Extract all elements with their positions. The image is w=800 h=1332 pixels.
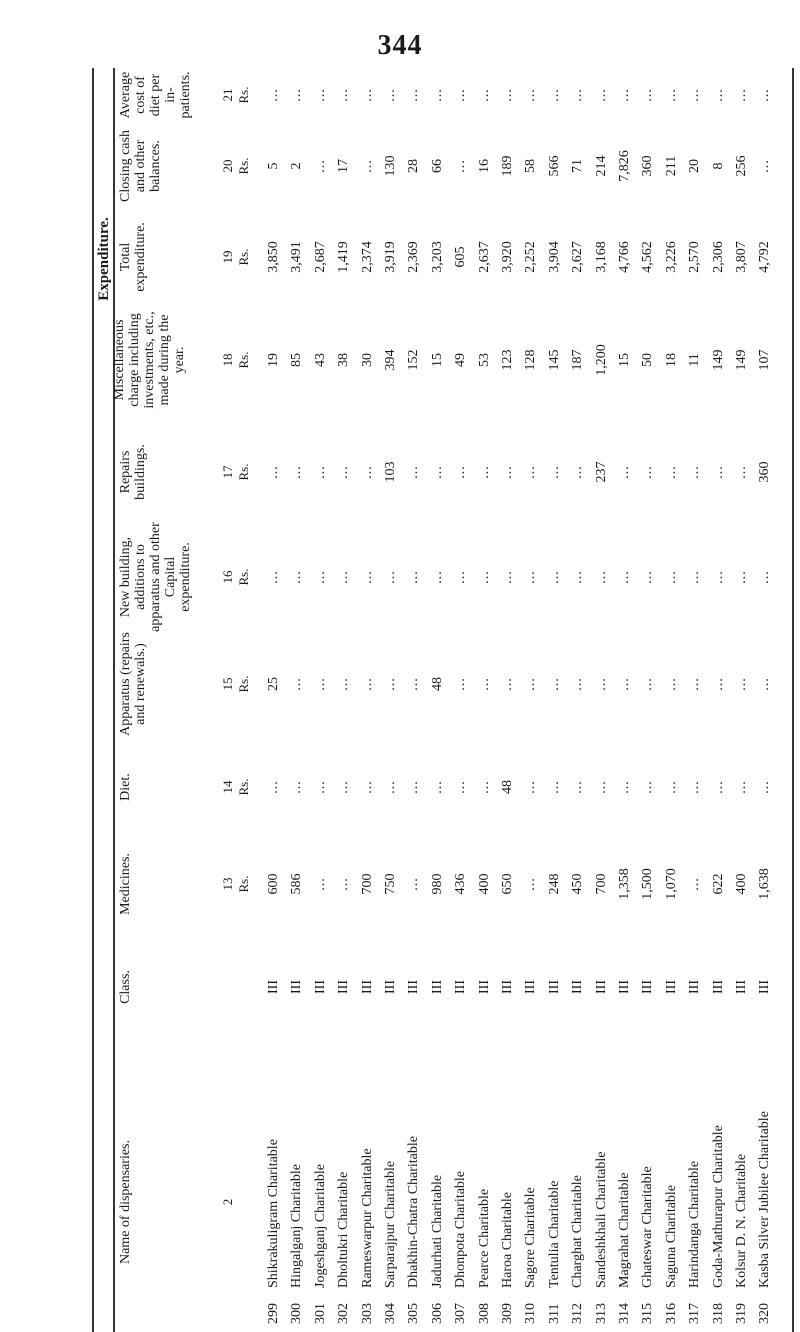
diet-cell: 48 [500,780,515,794]
row-number: 299 [266,1303,281,1324]
row-number: 312 [570,1303,586,1324]
app-cell: 25 [266,677,281,691]
dispensary-name: Goda-Mathurapur Charitable [710,1125,726,1288]
diet-cell: ... [523,780,539,794]
cls-cell: III [663,980,679,994]
newb-cell: ... [593,570,609,584]
avg-cell: ... [453,88,469,102]
med-cell: 980 [429,873,445,895]
avg-cell: ... [359,88,375,102]
avg-cell: ... [406,88,422,102]
total-cell: 2,627 [570,241,586,273]
avg-cell: ... [523,88,539,102]
med-cell: 700 [359,873,375,895]
column-unit: Rs. [236,463,251,481]
cls-cell: III [453,980,469,994]
cls-cell: III [757,980,773,994]
diet-cell: ... [406,780,422,794]
row-number: 308 [476,1303,492,1324]
diet-cell: ... [336,780,352,794]
rep-cell: 360 [757,461,773,483]
med-cell: ... [523,877,539,891]
dispensary-name: Pearce Charitable [476,1188,492,1288]
app-cell: ... [312,677,328,691]
dispensary-name: Rameswarpur Charitable [359,1148,375,1288]
total-cell: 3,491 [289,241,305,273]
rep-cell: ... [500,465,515,479]
closing-cell: ... [757,159,773,173]
avg-cell: ... [500,88,515,102]
dispensary-name: Saguna Charitable [663,1184,679,1288]
app-cell: ... [710,677,726,691]
total-cell: 3,807 [734,241,749,273]
misc-cell: 128 [523,349,539,371]
newb-cell: ... [617,570,632,584]
med-cell: ... [406,877,422,891]
left-border-rule [92,68,94,1332]
dispensary-name: Jogeshganj Charitable [312,1163,328,1288]
med-cell: 600 [266,873,281,895]
newb-cell: ... [406,570,422,584]
misc-cell: 187 [570,349,586,371]
rep-cell: ... [570,465,586,479]
diet-cell: ... [570,780,586,794]
avg-cell: ... [312,88,328,102]
rep-cell: ... [359,465,375,479]
rep-cell: ... [312,465,328,479]
column-header: Diet. [118,773,133,801]
misc-cell: 1,200 [593,344,609,376]
misc-cell: 107 [757,349,773,371]
closing-cell: 66 [429,159,445,173]
med-cell: 1,638 [757,868,773,900]
total-cell: 4,766 [617,241,632,273]
med-cell: 436 [453,873,469,895]
cls-cell: III [570,980,586,994]
newb-cell: ... [710,570,726,584]
row-number: 310 [523,1303,539,1324]
dispensary-name: Shikrakuligram Charitable [266,1139,281,1288]
dispensary-name: Sagore Charitable [523,1187,539,1288]
column-number: 17 [220,465,235,479]
newb-cell: ... [359,570,375,584]
row-number: 304 [383,1303,398,1324]
app-cell: ... [593,677,609,691]
dispensary-name: Ghateswar Charitable [640,1166,656,1288]
avg-cell: ... [687,88,703,102]
dispensary-name: Dhakhin-Chatra Charitable [406,1135,422,1288]
closing-cell: 130 [383,155,398,177]
row-number: 315 [640,1303,656,1324]
row-number: 300 [289,1303,305,1324]
app-cell: ... [453,677,469,691]
expenditure-table [96,68,792,1332]
diet-cell: ... [383,780,398,794]
section-heading: Expenditure. [96,217,112,301]
closing-cell: 566 [546,155,562,177]
row-number: 314 [617,1303,632,1324]
rep-cell: ... [523,465,539,479]
closing-cell: 71 [570,159,586,173]
row-number: 309 [500,1303,515,1324]
rep-cell: ... [687,465,703,479]
dispensary-name: Dhonpota Charitable [453,1170,469,1288]
app-cell: ... [734,677,749,691]
newb-cell: ... [663,570,679,584]
closing-cell: 211 [663,155,679,177]
diet-cell: ... [593,780,609,794]
column-unit: Rs. [236,248,251,266]
rep-cell: ... [476,465,492,479]
closing-cell: 58 [523,159,539,173]
row-number: 301 [312,1303,328,1324]
row-number: 311 [546,1303,562,1324]
total-cell: 3,904 [546,241,562,273]
cls-cell: III [429,980,445,994]
diet-cell: ... [734,780,749,794]
total-cell: 2,637 [476,241,492,273]
dispensary-name: Kasba Silver Jubilee Charitable [757,1111,773,1288]
row-number: 318 [710,1303,726,1324]
avg-cell: ... [336,88,352,102]
total-cell: 4,792 [757,241,773,273]
diet-cell: ... [640,780,656,794]
app-cell: ... [500,677,515,691]
column-number: 2 [220,1198,235,1206]
cls-cell: III [523,980,539,994]
diet-cell: ... [453,780,469,794]
dispensary-name: Harindanga Charitable [687,1160,703,1288]
total-cell: 3,168 [593,241,609,273]
column-unit: Rs. [236,778,251,796]
dispensary-name: Kolsur D. N. Charitable [734,1153,749,1288]
diet-cell: ... [429,780,445,794]
diet-cell: ... [266,780,281,794]
row-number: 319 [734,1303,749,1324]
closing-cell: 214 [593,155,609,177]
med-cell: ... [336,877,352,891]
avg-cell: ... [617,88,632,102]
closing-cell: 5 [266,162,281,170]
med-cell: 1,500 [640,868,656,900]
newb-cell: ... [476,570,492,584]
closing-cell: 8 [710,162,726,170]
app-cell: ... [289,677,305,691]
newb-cell: ... [336,570,352,584]
diet-cell: ... [476,780,492,794]
avg-cell: ... [289,88,305,102]
newb-cell: ... [289,570,305,584]
diet-cell: ... [359,780,375,794]
column-unit: Rs. [236,86,251,104]
misc-cell: 394 [383,349,398,371]
avg-cell: ... [546,88,562,102]
rep-cell: ... [546,465,562,479]
misc-cell: 11 [687,353,703,367]
column-header: Total expenditure. [118,222,148,292]
misc-cell: 49 [453,353,469,367]
rep-cell: ... [617,465,632,479]
newb-cell: ... [757,570,773,584]
cls-cell: III [687,980,703,994]
closing-cell: 2 [289,162,305,170]
app-cell: ... [546,677,562,691]
misc-cell: 85 [289,353,305,367]
column-unit: Rs. [236,157,251,175]
closing-cell: 7,826 [617,150,632,182]
row-number: 313 [593,1303,609,1324]
dispensary-name: Haroa Charitable [500,1191,515,1288]
med-cell: 586 [289,873,305,895]
row-number: 307 [453,1303,469,1324]
med-cell: 248 [546,873,562,895]
total-cell: 2,306 [710,241,726,273]
column-number: 14 [220,780,235,794]
column-unit: Rs. [236,568,251,586]
rep-cell: ... [710,465,726,479]
app-cell: ... [406,677,422,691]
row-number: 317 [687,1303,703,1324]
column-header: Medicines. [118,853,133,915]
cls-cell: III [359,980,375,994]
cls-cell: III [640,980,656,994]
total-cell: 2,570 [687,241,703,273]
app-cell: ... [757,677,773,691]
rep-cell: ... [663,465,679,479]
cls-cell: III [406,980,422,994]
total-cell: 1,419 [336,241,352,273]
total-cell: 2,252 [523,241,539,273]
misc-cell: 53 [476,353,492,367]
app-cell: ... [663,677,679,691]
misc-cell: 149 [710,349,726,371]
closing-cell: 16 [476,159,492,173]
diet-cell: ... [617,780,632,794]
rep-cell: ... [640,465,656,479]
newb-cell: ... [546,570,562,584]
med-cell: 1,070 [663,868,679,900]
newb-cell: ... [383,570,398,584]
cls-cell: III [289,980,305,994]
rep-cell: ... [336,465,352,479]
column-unit: Rs. [236,875,251,893]
misc-cell: 18 [663,353,679,367]
cls-cell: III [617,980,632,994]
newb-cell: ... [640,570,656,584]
dispensary-name: Sandeshkhali Charitable [593,1151,609,1288]
diet-cell: ... [710,780,726,794]
diet-cell: ... [663,780,679,794]
avg-cell: ... [570,88,586,102]
app-cell: ... [570,677,586,691]
closing-cell: 256 [734,155,749,177]
dispensary-name: Charghat Charitable [570,1175,586,1288]
dispensary-name: Tentulia Charitable [546,1180,562,1288]
misc-cell: 43 [312,353,328,367]
closing-cell: 20 [687,159,703,173]
med-cell: ... [687,877,703,891]
rep-cell: 103 [383,461,398,483]
app-cell: ... [359,677,375,691]
newb-cell: ... [687,570,703,584]
med-cell: 750 [383,873,398,895]
cls-cell: III [546,980,562,994]
column-number: 16 [220,570,235,584]
column-header: Miscellaneous charge including investments, etc., made during the year. [112,311,187,409]
cls-cell: III [336,980,352,994]
newb-cell: ... [523,570,539,584]
med-cell: 650 [500,873,515,895]
misc-cell: 149 [734,349,749,371]
rep-cell: ... [289,465,305,479]
row-number: 306 [429,1303,445,1324]
cls-cell: III [734,980,749,994]
diet-cell: ... [312,780,328,794]
diet-cell: ... [289,780,305,794]
misc-cell: 123 [500,349,515,371]
med-cell: 1,358 [617,868,632,900]
cls-cell: III [383,980,398,994]
column-number: 15 [220,677,235,691]
misc-cell: 145 [546,349,562,371]
avg-cell: ... [476,88,492,102]
app-cell: 48 [429,677,445,691]
dispensary-name: Dholtukri Charitable [336,1171,352,1288]
med-cell: 622 [710,873,726,895]
newb-cell: ... [429,570,445,584]
dispensary-name: Jadurhati Charitable [429,1174,445,1288]
app-cell: ... [336,677,352,691]
page-number: 344 [377,30,423,61]
cls-cell: III [710,980,726,994]
app-cell: ... [523,677,539,691]
column-header: Name of dispensaries. [118,1139,133,1265]
row-number: 320 [757,1303,773,1324]
misc-cell: 19 [266,353,281,367]
cls-cell: III [266,980,281,994]
diet-cell: ... [757,780,773,794]
rep-cell: ... [734,465,749,479]
app-cell: ... [617,677,632,691]
avg-cell: ... [640,88,656,102]
avg-cell: ... [710,88,726,102]
med-cell: ... [312,877,328,891]
closing-cell: ... [453,159,469,173]
med-cell: 450 [570,873,586,895]
newb-cell: ... [570,570,586,584]
cls-cell: III [500,980,515,994]
app-cell: ... [476,677,492,691]
dispensary-name: Sarparajpur Charitable [383,1160,398,1288]
newb-cell: ... [312,570,328,584]
column-header: Class. [118,970,133,1004]
rep-cell: ... [266,465,281,479]
row-number: 303 [359,1303,375,1324]
column-number: 19 [220,250,235,264]
avg-cell: ... [383,88,398,102]
total-cell: 3,920 [500,241,515,273]
rep-cell: ... [406,465,422,479]
total-cell: 605 [453,246,469,268]
avg-cell: ... [663,88,679,102]
closing-cell: 189 [500,155,515,177]
column-header: Repairs buildings. [118,444,148,500]
closing-cell: ... [312,159,328,173]
rep-cell: ... [429,465,445,479]
row-number: 305 [406,1303,422,1324]
app-cell: ... [687,677,703,691]
total-cell: 2,687 [312,241,328,273]
total-cell: 3,850 [266,241,281,273]
dispensary-name: Hingalganj Charitable [289,1163,305,1288]
column-number: 20 [220,159,235,173]
column-unit: Rs. [236,351,251,369]
total-cell: 3,226 [663,241,679,273]
closing-cell: 17 [336,159,352,173]
column-header: Average cost of diet per in-patients. [118,71,193,119]
column-number: 13 [220,877,235,891]
total-cell: 2,374 [359,241,375,273]
rep-cell: 237 [593,461,609,483]
newb-cell: ... [500,570,515,584]
app-cell: ... [383,677,398,691]
column-number: 18 [220,353,235,367]
diet-cell: ... [687,780,703,794]
misc-cell: 15 [617,353,632,367]
cls-cell: III [476,980,492,994]
cls-cell: III [593,980,609,994]
app-cell: ... [640,677,656,691]
column-number: 21 [220,88,235,102]
misc-cell: 15 [429,353,445,367]
right-border-rule [792,68,794,1332]
avg-cell: ... [734,88,749,102]
closing-cell: 28 [406,159,422,173]
row-number: 316 [663,1303,679,1324]
avg-cell: ... [266,88,281,102]
column-header: New building, additions to apparatus and other Capital expenditure. [118,522,193,632]
misc-cell: 38 [336,353,352,367]
avg-cell: ... [429,88,445,102]
misc-cell: 152 [406,349,422,371]
total-cell: 2,369 [406,241,422,273]
newb-cell: ... [453,570,469,584]
column-header: Apparatus (repairs and renewals.) [118,632,148,736]
diet-cell: ... [546,780,562,794]
newb-cell: ... [734,570,749,584]
rep-cell: ... [453,465,469,479]
misc-cell: 30 [359,353,375,367]
newb-cell: ... [266,570,281,584]
column-unit: Rs. [236,675,251,693]
column-header: Closing cash and other balances. [118,130,163,202]
avg-cell: ... [757,88,773,102]
med-cell: 400 [476,873,492,895]
dispensary-name: Magrahat Charitable [617,1172,632,1288]
closing-cell: 360 [640,155,656,177]
total-cell: 3,203 [429,241,445,273]
total-cell: 4,562 [640,241,656,273]
avg-cell: ... [593,88,609,102]
cls-cell: III [312,980,328,994]
med-cell: 400 [734,873,749,895]
misc-cell: 50 [640,353,656,367]
med-cell: 700 [593,873,609,895]
row-number: 302 [336,1303,352,1324]
total-cell: 3,919 [383,241,398,273]
closing-cell: ... [359,159,375,173]
